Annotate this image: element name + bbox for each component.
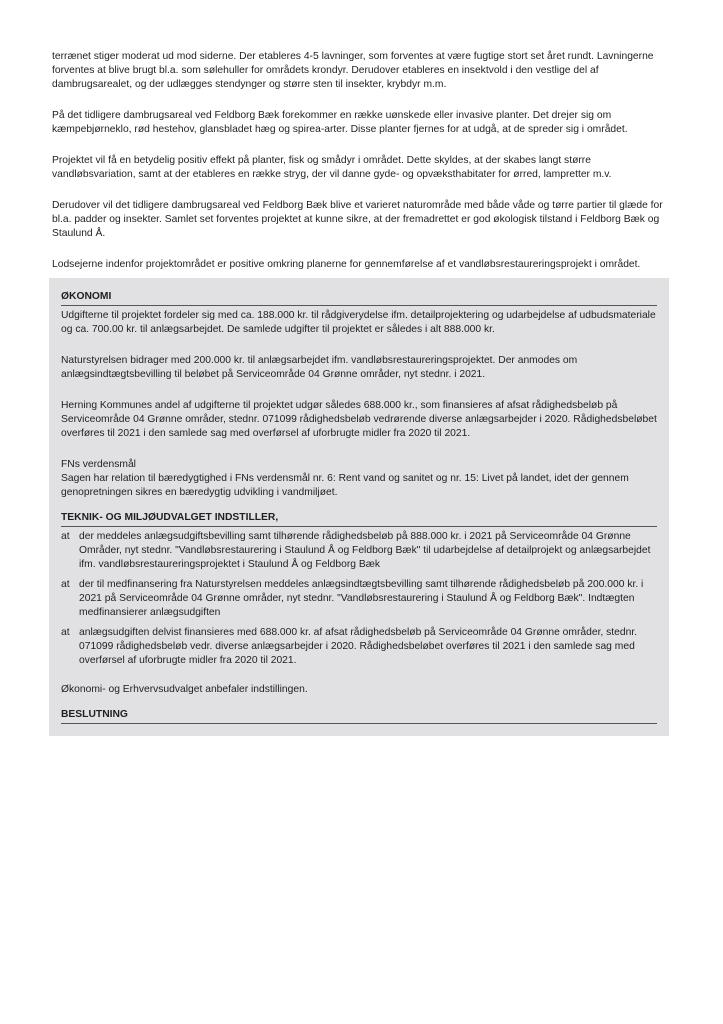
intro-paragraph-4: Derudover vil det tidligere dambrugsareal ved Feldborg Bæk blive et varieret naturområde med både våde og tørre partier til glæde for bl.a. padder og insekter. Samlet set forventes projektet at kunne sikre, at der fremadrettet er god økologisk tilstand i Feldborg Bæk og Staulund Å. bbox=[52, 200, 663, 239]
economy-paragraph-1: Udgifterne til projektet fordeler sig med ca. 188.000 kr. til rådgiverydelse ifm. detailprojektering og udarbejdelse af udbudsmateriale og ca. 700.00 kr. til anlægsarbejdet. De samlede udgifter til projektet er således i alt 888.000 kr. bbox=[61, 310, 656, 335]
fn-goals-title: FNs verdensmål bbox=[61, 459, 136, 470]
document-body bbox=[52, 50, 672, 736]
intro-paragraph-1: terrænet stiger moderat ud mod siderne. Der etableres 4-5 lavninger, som forventes at være fugtige stort set året rundt. Lavningerne forventes at blive brugt bl.a. som sølehuller for områdets krondyr. Derudover etableres en insektvold i den vestlige del af dambrugsarealet, og der udlægges stendynger og større sten til insekter, krybdyr m.m. bbox=[52, 51, 654, 90]
intro-paragraph-3: Projektet vil få en betydelig positiv effekt på planter, fisk og smådyr i området. Dette skyldes, at der skabes langt større vandløbsvariation, samt at der etableres en række stryg, der vil danne gyde- og opvæksthabitater for ørred, lampretter m.v. bbox=[52, 155, 612, 180]
recommendation-heading: TEKNIK- OG MILJØUDVALGET INDSTILLER, bbox=[61, 511, 657, 527]
recommendation-item bbox=[61, 626, 657, 668]
item-prefix: at bbox=[61, 627, 70, 638]
intro-paragraph-2: På det tidligere dambrugsareal ved Feldborg Bæk forekommer en række uønskede eller invasive planter. Det drejer sig om kæmpebjørneklo, rød hestehov, glansbladet hæg og spirea-arter. Disse planter fjernes for at udgå, at de spreder sig i området. bbox=[52, 110, 628, 135]
decision-heading: BESLUTNING bbox=[61, 708, 657, 724]
item-text: der til medfinansering fra Naturstyrelsen meddeles anlægsindtægtsbevilling samt tilhørende rådighedsbeløb på 200.000 kr. i 2021 på Serviceområde 04 Grønne områder, nyt stednr. "Vandløbsrestaurering i Staulund Å og Feldborg Bæk". Indtægten medfinansierer anlægsudgiften bbox=[79, 579, 644, 618]
economy-paragraph-3: Herning Kommunes andel af udgifterne til projektet udgør således 688.000 kr., som finansieres af afsat rådighedsbeløb på Serviceområde 04 Grønne områder, stednr. 071099 rådighedsbeløb vedrørende diverse anlægsarbejder i 2020. Rådighedsbeløbet overføres til 2021 i den samlede sag med overførsel af uforbrugte midler fra 2020 til 2021. bbox=[61, 400, 657, 439]
item-text: der meddeles anlægsudgiftsbevilling samt tilhørende rådighedsbeløb på 888.000 kr. i 2021 på Serviceområde 04 Grønne Områder, nyt stednr. "Vandløbsrestaurering i Staulund Å og Feldborg Bæk" til udarbejdelse af detailprojekt og anlægsarbejdet ifm. vandløbsrestaureringsprojektet i Staulund Å og Feldborg Bæk bbox=[79, 531, 651, 570]
recommendation-closing: Økonomi- og Erhvervsudvalget anbefaler indstillingen. bbox=[61, 684, 308, 695]
recommendation-list bbox=[61, 530, 657, 668]
recommendation-item bbox=[61, 530, 657, 572]
intro-paragraph-5: Lodsejerne indenfor projektområdet er positive omkring planerne for gennemførelse af et vandløbsrestaureringsprojekt i området. bbox=[52, 259, 641, 270]
recommendation-item bbox=[61, 578, 657, 620]
economy-heading: ØKONOMI bbox=[61, 290, 657, 306]
economy-section-box bbox=[49, 278, 669, 736]
item-text: anlægsudgiften delvist finansieres med 688.000 kr. af afsat rådighedsbeløb på Serviceområde 04 Grønne områder, stednr. 071099 rådighedsbeløb vedr. diverse anlægsarbejder i 2020. Rådighedsbeløbet overføres til 2021 i den samlede sag med overførsel af uforbrugte midler fra 2020 til 2021. bbox=[79, 627, 638, 666]
fn-goals-text: Sagen har relation til bæredygtighed i FNs verdensmål nr. 6: Rent vand og sanitet og nr. 15: Livet på landet, idet der gennem genopretningen sikres en bæredygtig udvikling i vandmiljøet. bbox=[61, 473, 629, 498]
item-prefix: at bbox=[61, 579, 70, 590]
economy-paragraph-2: Naturstyrelsen bidrager med 200.000 kr. til anlægsarbejdet ifm. vandløbsrestaureringsprojektet. Der anmodes om anlægsindtægtsbevilling til beløbet på Serviceområde 04 Grønne områder, nyt stednr. i 2021. bbox=[61, 355, 578, 380]
item-prefix: at bbox=[61, 531, 70, 542]
